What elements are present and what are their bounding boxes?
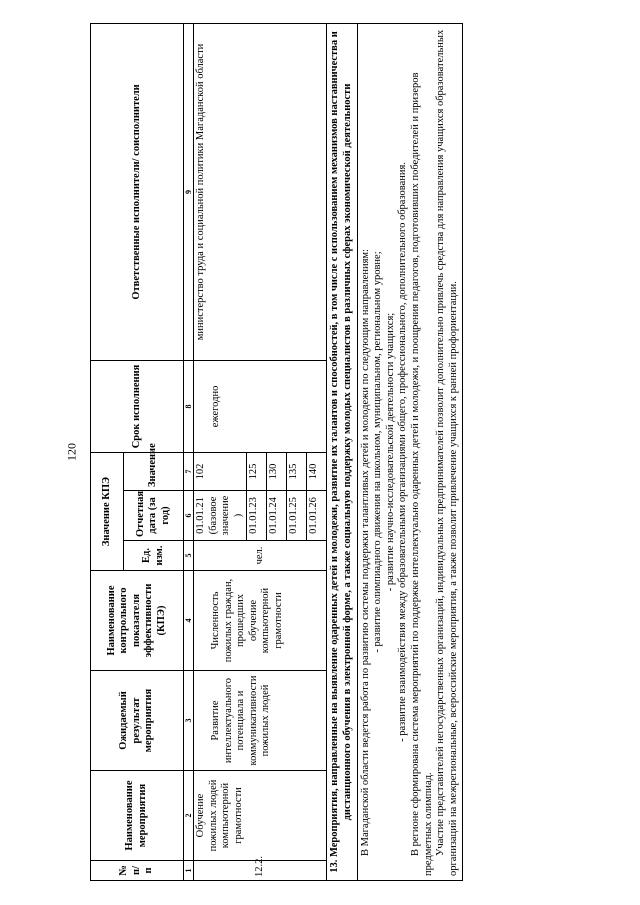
kpe-date: 01.01.24: [267, 491, 287, 541]
section-title: 13. Мероприятия, направленные на выявление одаренных детей и молодежи, развитие их талантов и способностей, в том числе с использованием механизмов наставничества и дистанционного обучения в электронной форме, а также социальную поддержку молодых специалистов в различных сферах экономической деятельности: [327, 23, 357, 880]
kpe-value: 102: [194, 452, 247, 490]
table-row: [194, 23, 247, 880]
header-unit: Ед. изм.: [124, 541, 184, 571]
kpe-date: 01.01.23: [247, 491, 267, 541]
measures-table: [90, 23, 463, 881]
row-term: ежегодно: [194, 360, 327, 452]
description-item: - развитие научно-исследовательской деятельности учащихся;: [384, 312, 396, 592]
description-intro: В Магаданской области ведется работа по развитию системы поддержки талантливых детей и молодежи по следующим направлениям:: [359, 249, 371, 856]
col-number: 8: [184, 360, 194, 452]
description-row: [357, 23, 463, 880]
col-number: 3: [184, 671, 194, 771]
kpe-value: 140: [307, 452, 327, 490]
header-kpe-group: Значение КПЭ: [91, 452, 124, 570]
description-cell: [357, 23, 463, 880]
header-term: Срок исполнения: [91, 360, 184, 452]
col-number: 7: [184, 452, 194, 490]
kpe-date: 01.01.21 (базовое значение ): [194, 491, 247, 541]
column-numbers-row: [184, 23, 194, 880]
header-result: Ожидаемый результат мероприятия: [91, 671, 184, 771]
col-number: 5: [184, 541, 194, 571]
col-number: 4: [184, 571, 194, 671]
col-number: 2: [184, 771, 194, 861]
description-paragraph: В регионе сформирована система мероприятий по поддержке интеллектуально одаренных детей и молодежи, и поощрения педагогов, подготовивших победителей и призеров предметных олимпиад.: [409, 72, 434, 876]
header-kpe: Наименование контрольного показателя эффективности (КПЭ): [91, 571, 184, 671]
header-name: Наименование мероприятия: [91, 771, 184, 861]
landscape-page: [90, 24, 590, 881]
row-number: 12.2.: [194, 861, 327, 881]
col-number: 6: [184, 491, 194, 541]
section-row: [327, 23, 357, 880]
col-number: 1: [184, 861, 194, 881]
kpe-date: 01.01.26: [307, 491, 327, 541]
description-item: - развитие взаимодействия между образовательными организациями общего, профессионального, дополнительного образования.: [397, 162, 409, 742]
header-value: Значение: [124, 452, 184, 490]
description-item: - развитие олимпиадного движения на школьном, муниципальном, региональном уровне;: [372, 251, 384, 653]
page-number: 120: [64, 443, 79, 461]
row-kpe: Численность пожилых граждан, прошедших обучение компьютерной грамотности: [194, 571, 327, 671]
row-responsible: министерство труда и социальной политики Магаданской области: [194, 23, 327, 360]
col-number: 9: [184, 23, 194, 360]
kpe-value: 135: [287, 452, 307, 490]
row-name: Обучение пожилых людей компьютерной грамотности: [194, 771, 327, 861]
kpe-value: 130: [267, 452, 287, 490]
description-paragraph: Участие представителей негосударственных организаций, индивидуальных предпринимателей позволит дополнительно привлечь средства для направления учащихся образовательных организаций на межрегиональные, всероссийские мероприятия, а также позволит привлечение учащихся к ранней профориентации.: [435, 29, 459, 876]
kpe-value: 125: [247, 452, 267, 490]
header-num: № п/п: [91, 861, 184, 881]
row-unit: чел.: [194, 541, 327, 571]
kpe-date: 01.01.25: [287, 491, 307, 541]
header-date: Отчетная дата (за год): [124, 491, 184, 541]
header-responsible: Ответственные исполнители/ соисполнители: [91, 23, 184, 360]
row-result: Развитие интеллектуального потенциала и коммуникативности пожилых людей: [194, 671, 327, 771]
